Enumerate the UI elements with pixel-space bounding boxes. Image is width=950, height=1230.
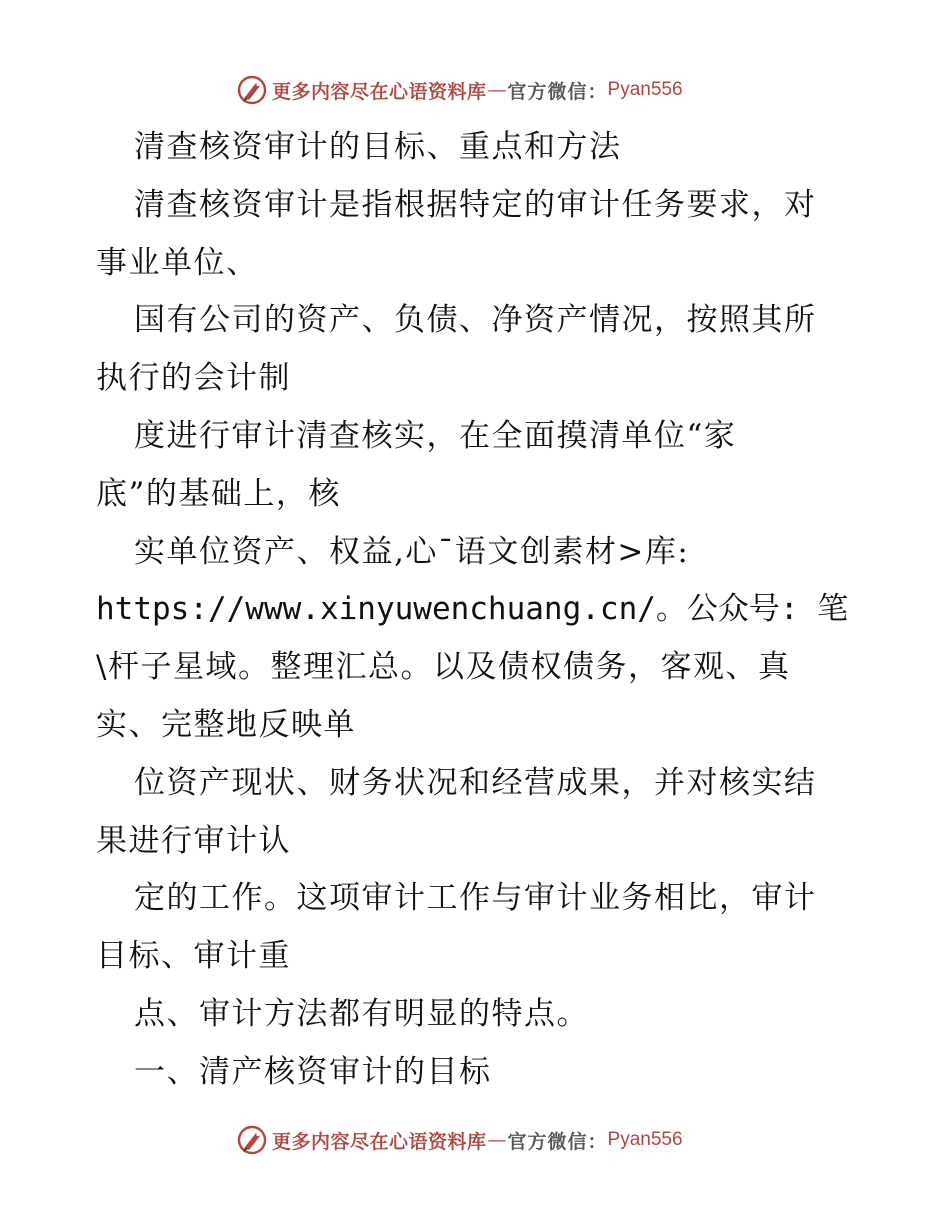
paragraph-line: 度进行审计清查核实，在全面摸清单位“家 — [134, 417, 737, 454]
document-title: 清查核资审计的目标、重点和方法 — [134, 129, 622, 165]
paragraph-line: 事业单位、 — [96, 244, 259, 281]
banner-official-text: 官方微信： — [507, 80, 608, 103]
banner-dash: — — [487, 1129, 507, 1151]
header-watermark-banner — [236, 72, 683, 108]
footer-watermark-banner — [236, 1122, 683, 1158]
banner-promo-text: 更多内容尽在心语资料库 — [272, 80, 487, 103]
paragraph-line: 果进行审计认 — [96, 822, 291, 859]
banner-official-text: 官方微信： — [507, 1130, 608, 1153]
paragraph-line: 清查核资审计是指根据特定的审计任务要求，对 — [134, 186, 817, 223]
paragraph-line: 定的工作。这项审计工作与审计业务相比，审计 — [134, 880, 817, 917]
banner-dash: — — [487, 79, 507, 101]
paragraph-line: 点、审计方法都有明显的特点。 — [134, 995, 589, 1032]
paragraph-line: \杆子星域。整理汇总。以及债权债务，客观、真 — [96, 649, 791, 686]
pen-logo-icon — [236, 74, 268, 106]
banner-wechat-id: Pyan556 — [607, 79, 683, 100]
banner-wechat-id: Pyan556 — [607, 1129, 683, 1150]
banner-promo-text: 更多内容尽在心语资料库 — [272, 1130, 487, 1153]
paragraph-line: 底”的基础上，核 — [96, 475, 341, 512]
document-body — [96, 119, 856, 1102]
section-heading: 一、清产核资审计的目标 — [134, 1053, 492, 1090]
pen-logo-icon — [236, 1124, 268, 1156]
paragraph-line: 位资产现状、财务状况和经营成果，并对核实结 — [134, 764, 817, 801]
url-line: https://www.xinyuwenchuang.cn/。公众号: 笔 — [96, 591, 849, 628]
paragraph-line: 执行的会计制 — [96, 360, 291, 397]
paragraph-line: 国有公司的资产、负债、净资产情况，按照其所 — [134, 302, 817, 339]
paragraph-line: 实单位资产、权益,心¯语文创素材>库: — [134, 533, 690, 570]
paragraph-line: 实、完整地反映单 — [96, 706, 356, 743]
paragraph-line: 目标、审计重 — [96, 938, 291, 975]
